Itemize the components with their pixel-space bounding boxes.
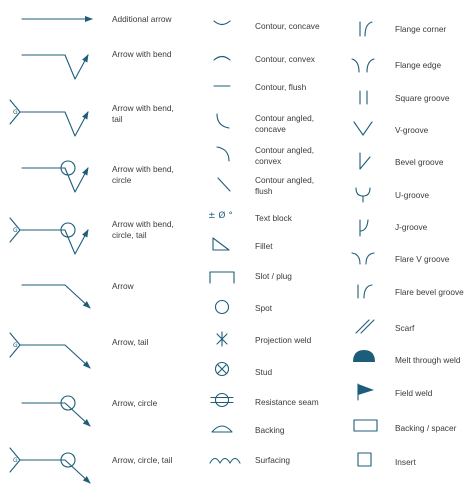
arrow-circle-icon[interactable] [22,396,90,426]
spot-icon[interactable] [216,301,229,314]
u-groove-icon[interactable] [356,188,370,202]
contour-angled-concave-icon[interactable] [217,114,229,128]
arrow-with-bend-circle-tail-icon[interactable] [10,218,88,254]
square-groove-icon[interactable] [360,91,367,104]
projection-weld-icon[interactable] [217,332,227,346]
flare-bevel-groove-icon[interactable] [358,285,372,298]
label-arrow-with-bend: Arrow with bend [112,49,172,59]
label-arrow: Arrow [112,281,134,291]
label-projection-weld: Projection weld [255,335,312,345]
label-insert: Insert [395,457,416,467]
label-arrow-with-bend-circle: Arrow with bend, circle [112,164,174,185]
label-bevel-groove: Bevel groove [395,157,444,167]
tail-letter: G [13,109,18,116]
surfacing-icon[interactable] [210,459,240,464]
label-v-groove: V-groove [395,125,429,135]
arrow-tail-icon[interactable] [10,333,90,368]
melt-through-weld-icon[interactable] [353,350,375,362]
label-contour-angled-flush: Contour angled, flush [255,175,315,196]
arrow-icon[interactable] [22,285,90,308]
label-arrow-circle: Arrow, circle [112,398,158,408]
label-flare-v-groove: Flare V groove [395,254,450,264]
tail-letter: G [13,457,18,464]
label-text-block: Text block [255,213,292,223]
slot-plug-icon[interactable] [210,272,234,283]
label-surfacing: Surfacing [255,455,291,465]
label-melt-through-weld: Melt through weld [395,355,461,365]
label-flange-corner: Flange corner [395,24,447,34]
label-j-groove: J-groove [395,222,428,232]
label-contour-concave: Contour, concave [255,21,320,31]
label-field-weld: Field weld [395,388,433,398]
label-stud: Stud [255,367,273,377]
scarf-icon[interactable] [356,320,374,333]
arrow-circle-tail-icon[interactable] [10,448,90,483]
j-groove-icon[interactable] [360,220,368,236]
arrow-with-bend-icon[interactable] [22,55,88,79]
label-contour-convex: Contour, convex [255,54,315,64]
label-backing-spacer: Backing / spacer [395,423,457,433]
fillet-icon[interactable] [213,238,229,250]
text-block-icon[interactable]: ± Ø ° [208,211,233,221]
label-contour-angled-convex: Contour angled, convex [255,145,315,166]
arrow-with-bend-tail-icon[interactable] [10,100,88,136]
label-arrow-tail: Arrow, tail [112,337,149,347]
label-spot: Spot [255,303,273,313]
label-square-groove: Square groove [395,93,450,103]
contour-angled-convex-icon[interactable] [217,147,229,161]
label-u-groove: U-groove [395,190,430,200]
contour-angled-flush-icon[interactable] [218,178,230,191]
flange-corner-icon[interactable] [360,22,372,36]
field-weld-icon[interactable] [358,384,374,400]
v-groove-icon[interactable] [354,122,372,135]
label-arrow-with-bend-circle-tail: Arrow with bend, circle, tail [112,219,174,240]
label-flange-edge: Flange edge [395,60,442,70]
resistance-seam-icon[interactable] [211,394,233,407]
tail-letter: G [13,227,18,234]
insert-icon[interactable] [358,453,371,466]
label-backing: Backing [255,425,285,435]
contour-concave-icon[interactable] [214,21,230,25]
label-flare-bevel-groove: Flare bevel groove [395,287,464,297]
contour-convex-icon[interactable] [214,57,230,61]
backing-spacer-icon[interactable] [354,420,377,431]
label-slot-plug: Slot / plug [255,271,292,281]
label-arrow-circle-tail: Arrow, circle, tail [112,455,173,465]
label-scarf: Scarf [395,323,415,333]
backing-icon[interactable] [212,426,232,432]
label-resistance-seam: Resistance seam [255,397,319,407]
label-arrow-with-bend-tail: Arrow with bend, tail [112,103,174,124]
label-additional-arrow: Additional arrow [112,14,172,24]
label-contour-flush: Contour, flush [255,82,307,92]
tail-letter: G [13,342,18,349]
arrow-with-bend-circle-icon[interactable] [22,161,88,192]
bevel-groove-icon[interactable] [360,153,370,169]
flange-edge-icon[interactable] [352,59,374,72]
flare-v-groove-icon[interactable] [352,253,374,264]
label-fillet: Fillet [255,241,273,251]
stud-icon[interactable] [216,363,229,376]
label-contour-angled-concave: Contour angled, concave [255,113,315,134]
